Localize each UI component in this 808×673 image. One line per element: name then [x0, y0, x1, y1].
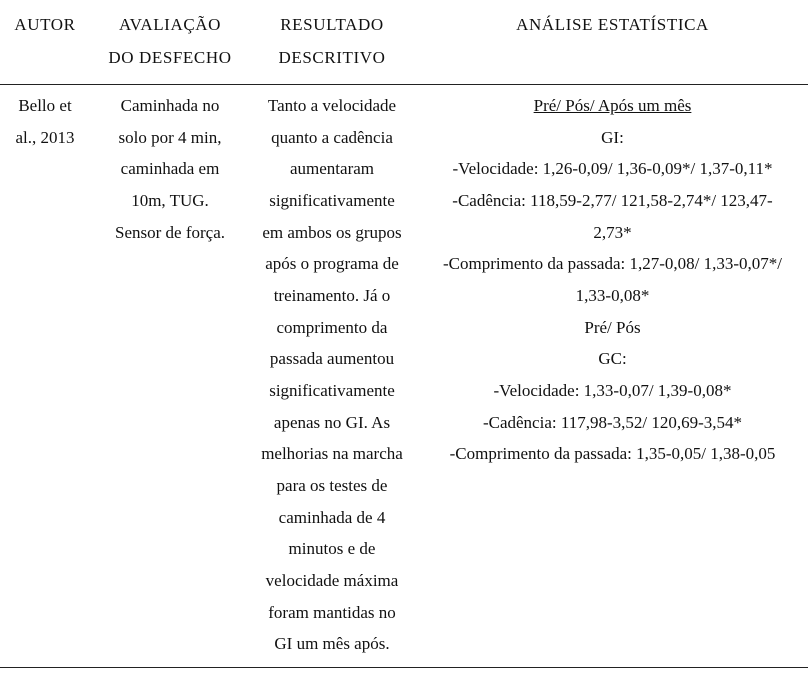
header-line: RESULTADO	[280, 15, 384, 34]
cell-line: caminhada em	[120, 159, 220, 179]
cell-line: 10m, TUG.	[131, 190, 209, 210]
analysis-heading: Pré/ Pós/ Após um mês	[533, 96, 692, 115]
header-line: AUTOR	[14, 15, 76, 34]
cell-line: treinamento. Já o	[273, 285, 391, 305]
cell-line: melhorias na marcha	[261, 444, 403, 464]
cell-line: Caminhada no	[120, 96, 220, 115]
cell-line: caminhada de 4	[278, 507, 386, 527]
cell-autor	[0, 90, 90, 153]
cell-line: Pré/ Pós	[584, 317, 641, 337]
cell-line: -Comprimento da passada: 1,35-0,05/ 1,38-0,05	[449, 444, 776, 464]
cell-line: foram mantidas no	[268, 602, 396, 622]
cell-line: Tanto a velocidade	[267, 96, 397, 115]
cell-line: minutos e de	[288, 539, 376, 559]
cell-line: GC:	[598, 349, 627, 369]
cell-line: GI:	[601, 127, 624, 147]
cell-line: -Cadência: 118,59-2,77/ 121,58-2,74*/ 123,47-	[452, 190, 773, 210]
cell-line: GI um mês após.	[274, 634, 390, 654]
cell-line: apenas no GI. As	[273, 412, 391, 432]
header-divider	[0, 84, 808, 85]
cell-line: comprimento da	[276, 317, 388, 337]
cell-line: após o programa de	[265, 254, 399, 274]
header-resultado	[248, 8, 416, 74]
cell-line: -Velocidade: 1,26-0,09/ 1,36-0,09*/ 1,37-0,11*	[452, 159, 773, 179]
cell-line: quanto a cadência	[271, 127, 393, 147]
cell-line: 1,33-0,08*	[575, 285, 650, 305]
header-line: AVALIAÇÃO	[118, 15, 222, 34]
cell-line: velocidade máxima	[265, 570, 399, 590]
cell-line: passada aumentou	[269, 349, 395, 369]
cell-line: 2,73*	[593, 222, 632, 242]
header-line: ANÁLISE ESTATÍSTICA	[516, 15, 709, 34]
cell-line: para os testes de	[276, 475, 388, 495]
header-line: DO DESFECHO	[108, 48, 232, 67]
cell-analise	[420, 90, 805, 470]
cell-line: -Comprimento da passada: 1,27-0,08/ 1,33-0,07*/	[442, 254, 782, 274]
cell-line: significativamente	[269, 380, 395, 400]
cell-line: aumentaram	[289, 159, 374, 179]
cell-line: Sensor de força.	[115, 222, 225, 242]
cell-resultado	[248, 90, 416, 660]
table-bottom-rule	[0, 667, 808, 668]
cell-line: significativamente	[269, 190, 395, 210]
header-analise	[420, 8, 805, 41]
header-avaliacao	[100, 8, 240, 74]
cell-line: -Velocidade: 1,33-0,07/ 1,39-0,08*	[493, 380, 732, 400]
cell-line: Bello et	[18, 96, 72, 115]
cell-line: solo por 4 min,	[118, 127, 222, 147]
cell-avaliacao	[100, 90, 240, 248]
header-line: DESCRITIVO	[278, 48, 386, 67]
cell-line: em ambos os grupos	[262, 222, 402, 242]
cell-line: al., 2013	[15, 127, 75, 147]
header-autor	[0, 8, 90, 41]
cell-line: -Cadência: 117,98-3,52/ 120,69-3,54*	[482, 412, 743, 432]
